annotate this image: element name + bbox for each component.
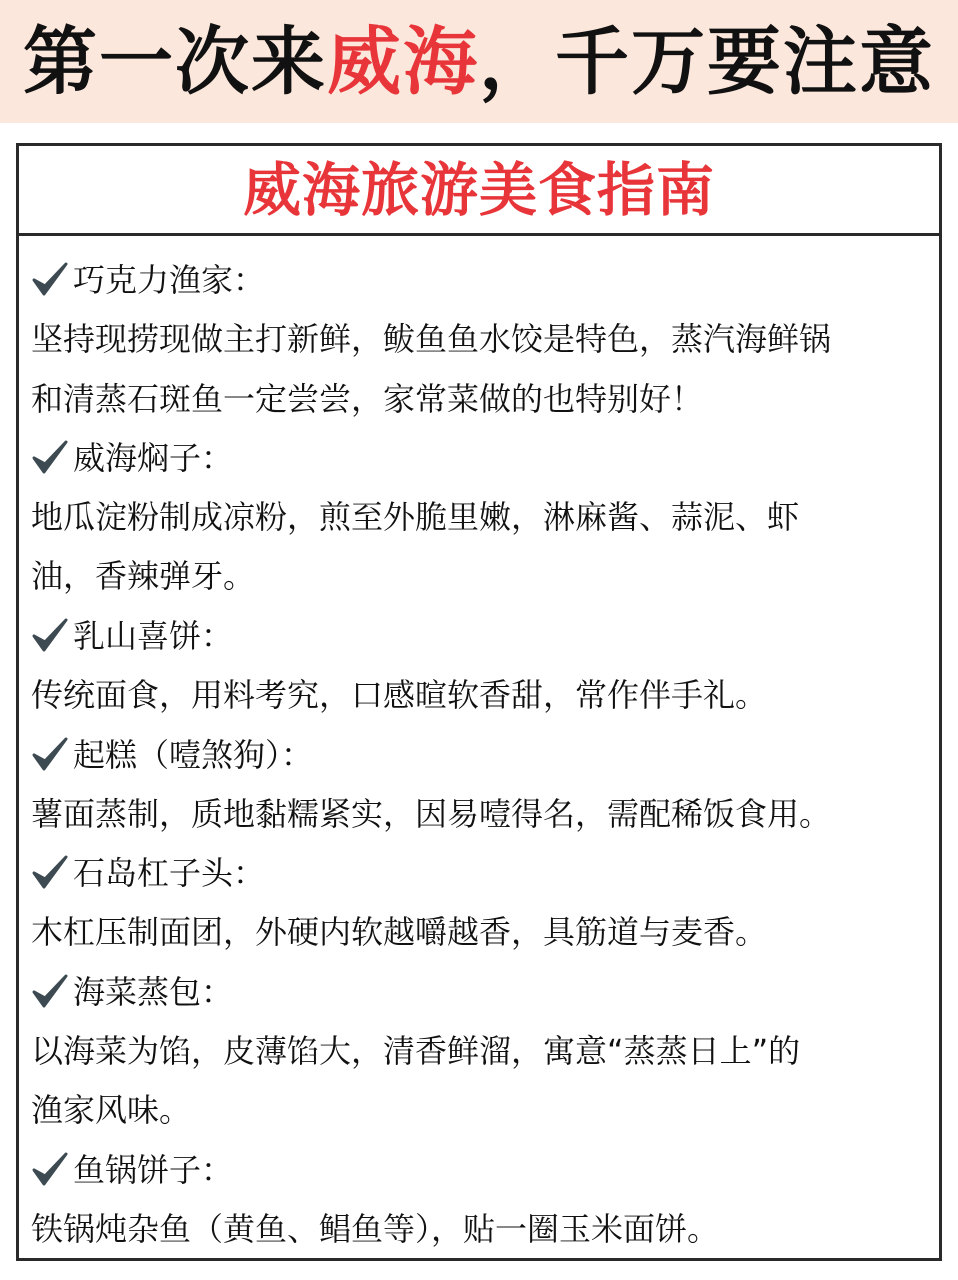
food-item-text: 以海菜为馅，皮薄馅大，清香鲜溜，寓意“蒸蒸日上”的: [31, 1031, 801, 1070]
food-item-text: 坚持现捞现做主打新鲜，鲅鱼鱼水饺是特色，蒸汽海鲜锅: [31, 320, 832, 359]
food-item-heading: [31, 963, 929, 1022]
food-item-name: 乳山喜饼：: [73, 616, 234, 655]
food-item-name: 海菜蒸包：: [73, 972, 234, 1011]
food-item-description: [31, 1081, 929, 1140]
food-item-description: [31, 785, 929, 844]
food-item-heading: [31, 251, 929, 310]
card-header: [19, 146, 939, 236]
checkmark-icon: [31, 963, 73, 1022]
card-body: [19, 236, 939, 1259]
checkmark-icon: [31, 844, 73, 903]
food-item-description: [31, 310, 929, 369]
food-item-heading: [31, 1140, 929, 1199]
food-item-name: 鱼锅饼子：: [73, 1150, 234, 1189]
food-item-heading: [31, 844, 929, 903]
checkmark-icon: [31, 1141, 73, 1200]
food-item-description: [31, 370, 929, 429]
food-item-name: 石岛杠子头：: [73, 854, 266, 893]
checkmark-icon: [31, 429, 73, 488]
food-item-text: 油，香辣弹牙。: [31, 557, 256, 596]
food-item-description: [31, 1200, 929, 1259]
checkmark-icon: [31, 251, 73, 310]
food-item-text: 木杠压制面团，外硬内软越嚼越香，具筋道与麦香。: [31, 913, 768, 952]
checkmark-icon: [31, 607, 73, 666]
food-item-text: 传统面食，用料考究，口感暄软香甜，常作伴手礼。: [31, 676, 768, 715]
food-item-name: 起糕（噎煞狗）：: [73, 735, 314, 774]
food-item-text: 和清蒸石斑鱼一定尝尝，家常菜做的也特别好！: [31, 379, 704, 418]
title-prefix: 第一次来: [23, 18, 327, 105]
page-title: [23, 18, 935, 105]
title-suffix: ，千万要注意: [479, 18, 935, 105]
checkmark-icon: [31, 726, 73, 785]
food-guide-card: [16, 143, 942, 1261]
food-item-text: 地瓜淀粉制成凉粉，煎至外脆里嫩，淋麻酱、蒜泥、虾: [31, 498, 800, 537]
food-item-heading: [31, 429, 929, 488]
food-item-description: [31, 666, 929, 725]
card-title: 威海旅游美食指南: [242, 155, 715, 224]
food-item-text: 薯面蒸制，质地黏糯紧实，因易噎得名，需配稀饭食用。: [31, 794, 832, 833]
food-item-name: 威海焖子：: [73, 439, 234, 478]
food-item-heading: [31, 607, 929, 666]
food-item-text: 渔家风味。: [31, 1091, 192, 1130]
title-banner: [0, 0, 958, 123]
food-item-text: 铁锅炖杂鱼（黄鱼、鲳鱼等），贴一圈玉米面饼。: [31, 1209, 720, 1248]
food-item-heading: [31, 725, 929, 784]
food-item-name: 巧克力渔家：: [73, 261, 266, 300]
food-item-description: [31, 547, 929, 606]
food-item-description: [31, 488, 929, 547]
title-highlight: 威海: [327, 18, 479, 105]
food-item-description: [31, 903, 929, 962]
food-item-description: [31, 1022, 929, 1081]
